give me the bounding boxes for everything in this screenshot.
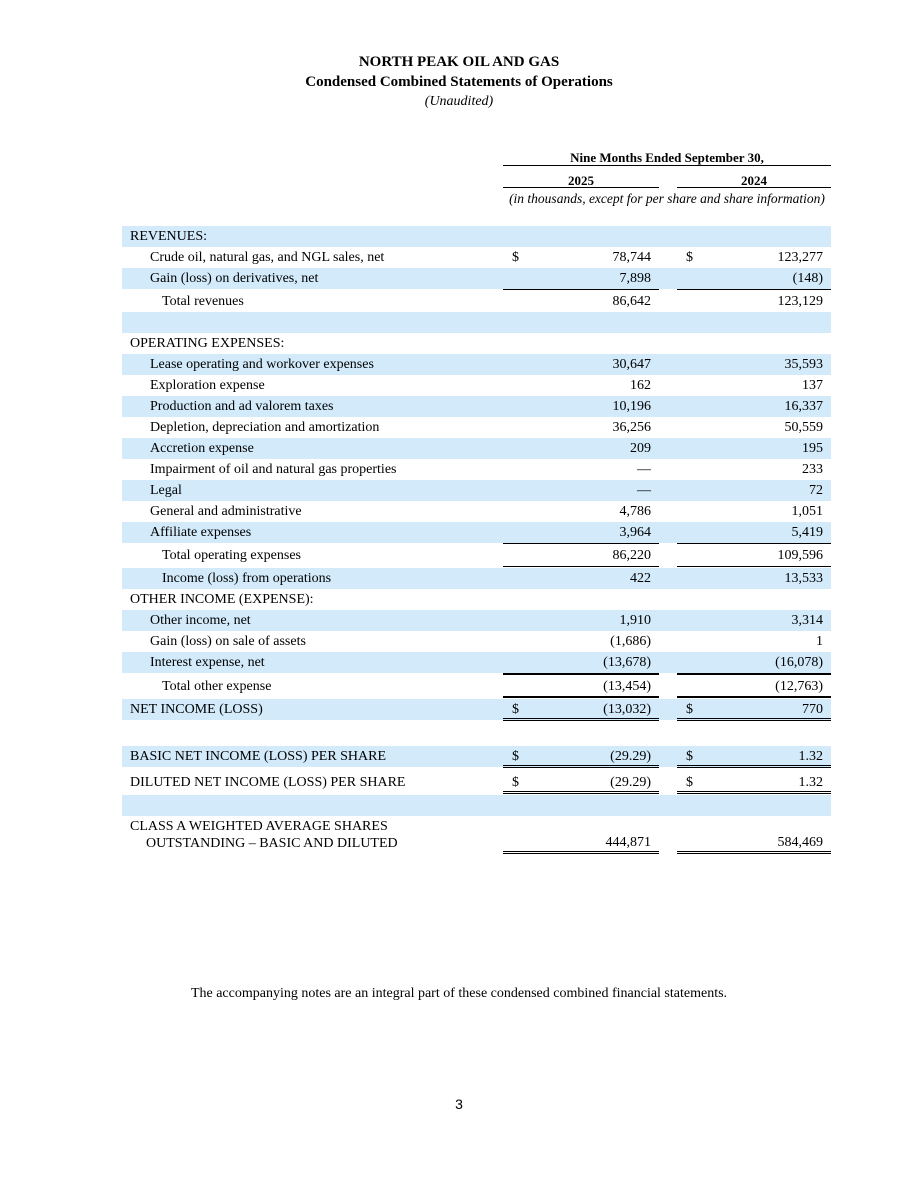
value-2024: 584,469 [777, 835, 823, 850]
subtotal-rule [503, 289, 659, 290]
currency-symbol: $ [686, 775, 693, 790]
row-label: DILUTED NET INCOME (LOSS) PER SHARE [130, 775, 406, 790]
row-label: Total operating expenses [162, 548, 301, 563]
total-double-rule [503, 851, 659, 854]
value-2024: 50,559 [784, 420, 823, 435]
table-row [122, 610, 831, 631]
subtotal-rule [503, 543, 659, 544]
currency-symbol: $ [686, 250, 693, 265]
revenues-section-header [122, 226, 831, 247]
total-double-rule [503, 718, 659, 721]
total-double-rule [677, 765, 831, 768]
row-label: Gain (loss) on sale of assets [150, 634, 306, 649]
table-row [122, 676, 831, 697]
value-2025: 30,647 [612, 357, 651, 372]
table-row [122, 291, 831, 312]
table-row [122, 522, 831, 543]
period-header: Nine Months Ended September 30, [570, 150, 764, 165]
value-2024: 16,337 [784, 399, 823, 414]
table-row [122, 247, 831, 268]
subtotal-rule [503, 696, 659, 698]
row-label: NET INCOME (LOSS) [130, 702, 263, 717]
row-label: Depletion, depreciation and amortization [150, 420, 380, 435]
value-2024: 1.32 [798, 775, 823, 790]
row-label: Lease operating and workover expenses [150, 357, 374, 372]
currency-symbol: $ [512, 702, 519, 717]
shares-row-label [130, 818, 398, 852]
value-2024: (148) [792, 271, 823, 286]
table-row [122, 268, 831, 289]
currency-symbol: $ [686, 702, 693, 717]
value-2024: 233 [802, 462, 823, 477]
table-row [122, 459, 831, 480]
row-label: Gain (loss) on derivatives, net [150, 271, 319, 286]
value-2025: 10,196 [612, 399, 651, 414]
total-double-rule [677, 851, 831, 854]
statement-title: Condensed Combined Statements of Operations [305, 74, 613, 90]
row-label: Affiliate expenses [150, 525, 252, 540]
value-2025: (13,678) [603, 655, 651, 670]
value-2024: (16,078) [775, 655, 823, 670]
statement-subtitle: (Unaudited) [424, 94, 494, 109]
subtotal-rule [503, 566, 659, 567]
table-row [122, 568, 831, 589]
other-section-header [122, 589, 831, 610]
value-2024: (12,763) [775, 679, 823, 694]
table-row [122, 438, 831, 459]
table-row-basic-eps [122, 746, 831, 767]
year-2024-underline [677, 187, 831, 188]
row-label: Other income, net [150, 613, 251, 628]
year-2025-underline [503, 187, 659, 188]
period-underline [503, 165, 831, 166]
section-label: OTHER INCOME (EXPENSE): [130, 592, 314, 607]
row-label: Interest expense, net [150, 655, 265, 670]
value-2025: 162 [630, 378, 651, 393]
total-double-rule [503, 765, 659, 768]
value-2025: 78,744 [612, 250, 651, 265]
value-2025: (1,686) [610, 634, 651, 649]
subtotal-rule [677, 673, 831, 675]
table-row [122, 652, 831, 673]
subtotal-rule [677, 543, 831, 544]
value-2024: 123,129 [777, 294, 823, 309]
value-2024: 770 [802, 702, 823, 717]
table-row [122, 354, 831, 375]
value-2024: 109,596 [777, 548, 823, 563]
value-2025: (13,454) [603, 679, 651, 694]
subtotal-rule [677, 696, 831, 698]
table-row [122, 375, 831, 396]
total-double-rule [677, 791, 831, 794]
currency-symbol: $ [512, 250, 519, 265]
section-label: REVENUES: [130, 229, 207, 244]
table-row [122, 417, 831, 438]
section-label: OPERATING EXPENSES: [130, 336, 285, 351]
value-2024: 3,314 [791, 613, 823, 628]
units-note: (in thousands, except for per share and share information) [509, 191, 825, 206]
value-2025: (29.29) [610, 749, 651, 764]
company-name: NORTH PEAK OIL AND GAS [358, 54, 560, 70]
page-number: 3 [455, 1096, 463, 1112]
row-label: Total revenues [162, 294, 244, 309]
row-label: Total other expense [162, 679, 272, 694]
value-2025: (13,032) [603, 702, 651, 717]
opex-section-header [122, 333, 831, 354]
value-2025: 7,898 [619, 271, 651, 286]
value-2025: — [637, 462, 651, 477]
row-label: Legal [150, 483, 182, 498]
row-label: Income (loss) from operations [162, 571, 332, 586]
year-2024-header: 2024 [741, 173, 767, 188]
row-label: BASIC NET INCOME (LOSS) PER SHARE [130, 749, 387, 764]
spacer-row [122, 795, 831, 816]
value-2024: 1 [816, 634, 823, 649]
shares-label-line2: OUTSTANDING – BASIC AND DILUTED [146, 836, 398, 851]
footnote: The accompanying notes are an integral part of these condensed combined financial statements. [190, 986, 728, 1001]
value-2024: 1.32 [798, 749, 823, 764]
table-row-diluted-eps [122, 772, 831, 793]
currency-symbol: $ [686, 749, 693, 764]
row-label: General and administrative [150, 504, 302, 519]
table-row [122, 631, 831, 652]
value-2024: 123,277 [777, 250, 823, 265]
value-2025: 1,910 [619, 613, 651, 628]
shares-label-line1: CLASS A WEIGHTED AVERAGE SHARES [130, 819, 388, 834]
value-2025: 444,871 [605, 835, 651, 850]
year-2025-header: 2025 [568, 173, 594, 188]
value-2025: 4,786 [619, 504, 651, 519]
table-row [122, 480, 831, 501]
spacer-row [122, 312, 831, 333]
value-2024: 195 [802, 441, 823, 456]
value-2024: 5,419 [791, 525, 823, 540]
value-2025: 86,642 [612, 294, 651, 309]
table-row [122, 501, 831, 522]
value-2025: — [637, 483, 651, 498]
subtotal-rule [503, 673, 659, 675]
row-label: Accretion expense [150, 441, 254, 456]
currency-symbol: $ [512, 775, 519, 790]
row-label: Production and ad valorem taxes [150, 399, 334, 414]
value-2024: 13,533 [784, 571, 823, 586]
value-2024: 137 [802, 378, 823, 393]
subtotal-rule [677, 289, 831, 290]
value-2025: 3,964 [619, 525, 651, 540]
table-row [122, 396, 831, 417]
value-2025: 209 [630, 441, 651, 456]
value-2024: 35,593 [784, 357, 823, 372]
currency-symbol: $ [512, 749, 519, 764]
row-label: Impairment of oil and natural gas properties [150, 462, 397, 477]
value-2024: 72 [809, 483, 823, 498]
subtotal-rule [677, 566, 831, 567]
table-row-net-income [122, 699, 831, 720]
total-double-rule [503, 791, 659, 794]
row-label: Crude oil, natural gas, and NGL sales, net [150, 250, 385, 265]
value-2025: (29.29) [610, 775, 651, 790]
value-2025: 86,220 [612, 548, 651, 563]
value-2024: 1,051 [791, 504, 823, 519]
row-label: Exploration expense [150, 378, 265, 393]
value-2025: 422 [630, 571, 651, 586]
table-row [122, 545, 831, 566]
total-double-rule [677, 718, 831, 721]
value-2025: 36,256 [612, 420, 651, 435]
